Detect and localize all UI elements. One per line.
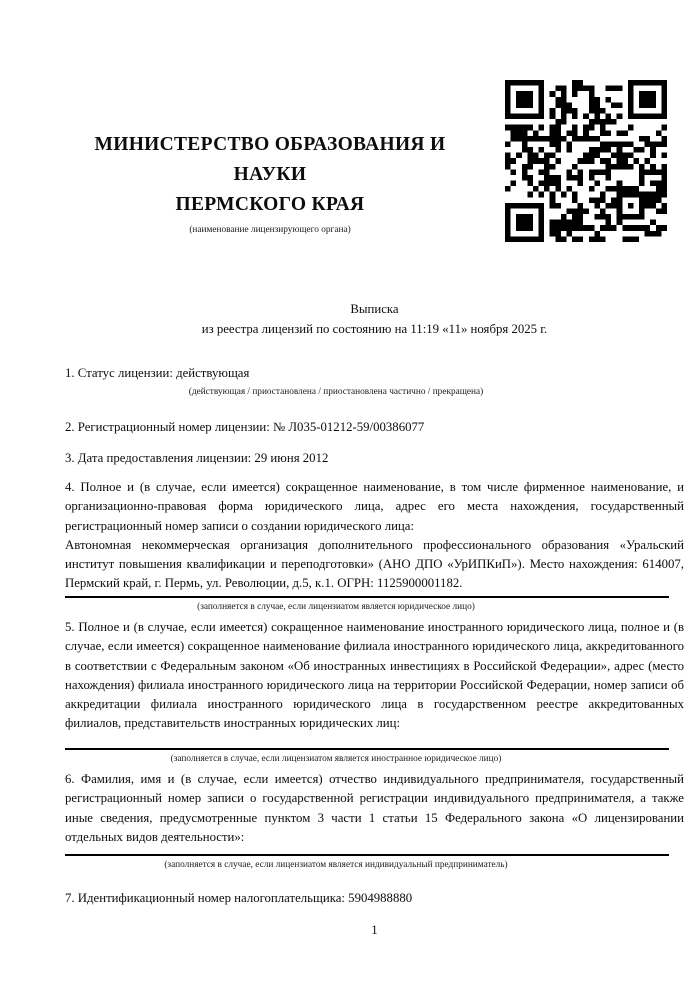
item-legal-entity-value: Автономная некоммерческая организация дополнительного профессионального образования «Уральский институт повышения квалификации и переподготовки» (АНО ДПО «УрИПКиП»). Место нахождения: 614007, Пермский край, г. Пермь, ул. Революции, д.5, к.1. ОГРН: 1125900001182. xyxy=(65,537,684,591)
item-registration-number xyxy=(65,418,684,437)
document-title xyxy=(65,299,684,339)
item-license-status-text: 1. Статус лицензии: действующая xyxy=(65,366,250,380)
item-license-date-text: 3. Дата предоставления лицензии: 29 июня 2012 xyxy=(65,451,329,465)
fill-in-rule xyxy=(65,748,669,750)
ministry-name-line1: МИНИСТЕРСТВО ОБРАЗОВАНИЯ И НАУКИ xyxy=(94,134,446,185)
item-individual-entrepreneur-text: 6. Фамилия, имя и (в случае, если имеется) отчество индивидуального предпринимателя, государственный регистрационный номер записи о государственной регистрации индивидуального предпринимателя, а также иные сведения, предусмотренные пунктом 3 части 1 статьи 15 Федерального закона «О лицензировании отдельных видов деятельности»: xyxy=(65,772,684,844)
item-foreign-entity-text: 5. Полное и (в случае, если имеется) сокращенное наименование иностранного юридического лица, полное и (в случае, если имеется) сокращенное наименование филиала иностранного юридического лица, аккредитованного в соответствии с Федеральным законом «Об иностранных инвестициях в Российской Федерации», адрес (место нахождения) филиала иностранного юридического лица на территории Российской Федерации, номер записи об аккредитации филиала иностранного юридического лица в государственном реестре аккредитованных филиалов, представительств иностранных юридических лиц: xyxy=(65,620,684,731)
ministry-name xyxy=(60,130,480,220)
fill-in-rule xyxy=(65,854,669,856)
item-legal-entity-text: 4. Полное и (в случае, если имеется) сокращенное наименование, в том числе фирменное наименование, и организационно-правовая форма юридического лица, адрес его места нахождения, государственный регистрационный номер записи о создании юридического лица: xyxy=(65,480,684,533)
item-individual-entrepreneur xyxy=(65,770,684,871)
item-taxpayer-number-text: 7. Идентификационный номер налогоплательщика: 5904988880 xyxy=(65,891,413,905)
item-license-status xyxy=(65,364,684,398)
item-registration-number-text: 2. Регистрационный номер лицензии: № Л035-01212-59/00386077 xyxy=(65,420,425,434)
item-license-date xyxy=(65,449,684,468)
item-foreign-entity xyxy=(65,618,684,765)
item-individual-entrepreneur-note: (заполняется в случае, если лицензиатом является индивидуальный предприниматель) xyxy=(164,860,508,871)
licensing-authority-header xyxy=(60,130,480,236)
document-title-line1: Выписка xyxy=(350,302,399,316)
ministry-caption: (наименование лицензирующего органа) xyxy=(189,225,351,235)
item-legal-entity-note: (заполняется в случае, если лицензиатом является юридическое лицо) xyxy=(197,601,475,612)
item-license-status-note: (действующая / приостановлена / приостановлена частично / прекращена) xyxy=(188,387,484,398)
item-legal-entity xyxy=(65,478,684,613)
document-title-line2: из реестра лицензий по состоянию на 11:19 «11» ноября 2025 г. xyxy=(201,322,548,336)
item-foreign-entity-note: (заполняется в случае, если лицензиатом является иностранное юридическое лицо) xyxy=(170,753,502,764)
item-taxpayer-number xyxy=(65,889,684,908)
ministry-name-line2: ПЕРМСКОГО КРАЯ xyxy=(175,194,365,215)
qr-code-icon xyxy=(505,80,667,242)
fill-in-rule xyxy=(65,596,669,598)
page-number: 1 xyxy=(371,923,378,937)
